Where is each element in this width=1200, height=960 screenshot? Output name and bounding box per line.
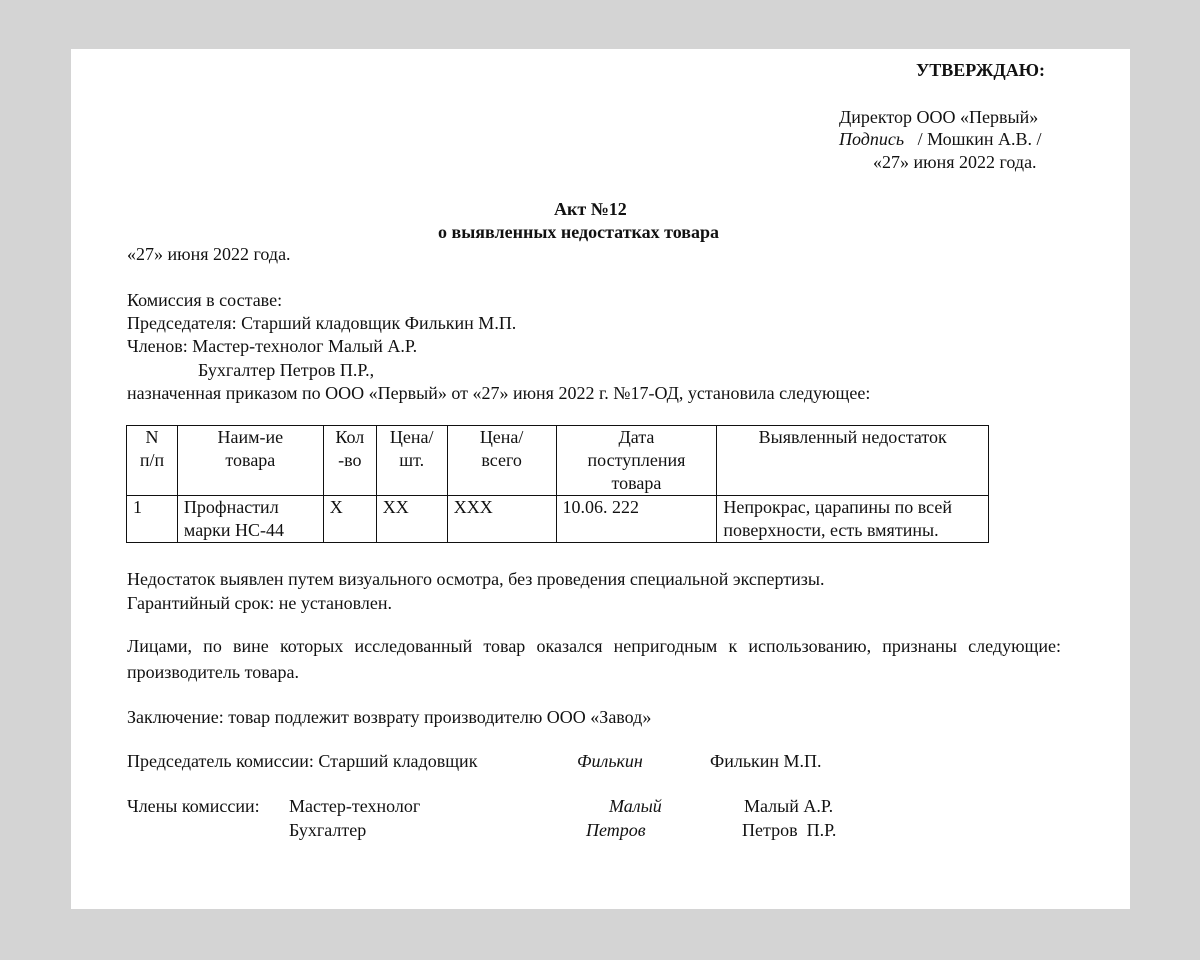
chair-name: Филькин М.П. [710,751,822,771]
member-2-signature: Петров [586,820,646,840]
findings-conclusion: Заключение: товар подлежит возврату производителю ООО «Завод» [127,707,652,727]
cell-total: ХХХ [447,496,556,543]
findings-method: Недостаток выявлен путем визуального осмотра, без проведения специальной экспертизы. [127,569,825,589]
header-cell-qty: Кол -во [323,426,376,496]
cell-qty: Х [323,496,376,543]
header-cell-number: N п/п [127,426,178,496]
act-date: «27» июня 2022 года. [127,244,291,264]
commission-member-2: Бухгалтер Петров П.Р., [198,360,375,380]
act-title: Акт №12 [554,199,627,219]
chair-label: Председатель комиссии: Старший кладовщик [127,751,478,771]
table-header-row [127,426,989,496]
findings-warranty: Гарантийный срок: не установлен. [127,593,392,613]
act-subtitle: о выявленных недостатках товара [438,222,720,242]
commission-member-1: Членов: Мастер-технолог Малый А.Р. [127,336,418,356]
members-label: Члены комиссии: [127,796,260,816]
cell-date: 10.06. 222 [556,496,717,543]
cell-name: Профнастил марки НС-44 [177,496,323,543]
defects-table [126,425,989,543]
approval-heading: УТВЕРЖДАЮ: [916,60,1046,80]
member-2-role: Бухгалтер [289,820,367,840]
header-cell-total: Цена/ всего [447,426,556,496]
cell-defect: Непрокрас, царапины по всей поверхности, есть вмятины. [717,496,989,543]
header-cell-defect: Выявленный недостаток [717,426,989,496]
cell-price: ХХ [376,496,447,543]
chair-signature: Филькин [577,751,643,771]
commission-intro: Комиссия в составе: [127,290,283,310]
header-cell-date: Дата поступления товара [556,426,717,496]
document-page [71,49,1130,909]
member-1-role: Мастер-технолог [289,796,421,816]
member-1-name: Малый А.Р. [744,796,834,816]
header-cell-price: Цена/ шт. [376,426,447,496]
approval-signature-line [839,128,1042,151]
member-2-name: Петров П.Р. [742,820,837,840]
approval-director: Директор ООО «Первый» [839,107,1039,127]
approval-signature: Подпись [839,129,905,149]
commission-chair: Председателя: Старший кладовщик Филькин М.П. [127,313,517,333]
table-row [127,496,989,543]
cell-number: 1 [127,496,178,543]
commission-appointment: назначенная приказом по ООО «Первый» от «27» июня 2022 г. №17-ОД, установила следующее: [127,383,871,403]
member-1-signature: Малый [609,796,662,816]
approval-date: «27» июня 2022 года. [873,152,1037,172]
approval-signer-name: / Мошкин А.В. / [917,129,1042,149]
header-cell-name: Наим-ие товара [177,426,323,496]
findings-responsible: Лицами, по вине которых исследованный товар оказался непригодным к использованию, признаны следующие: производитель товара. [127,636,1061,682]
